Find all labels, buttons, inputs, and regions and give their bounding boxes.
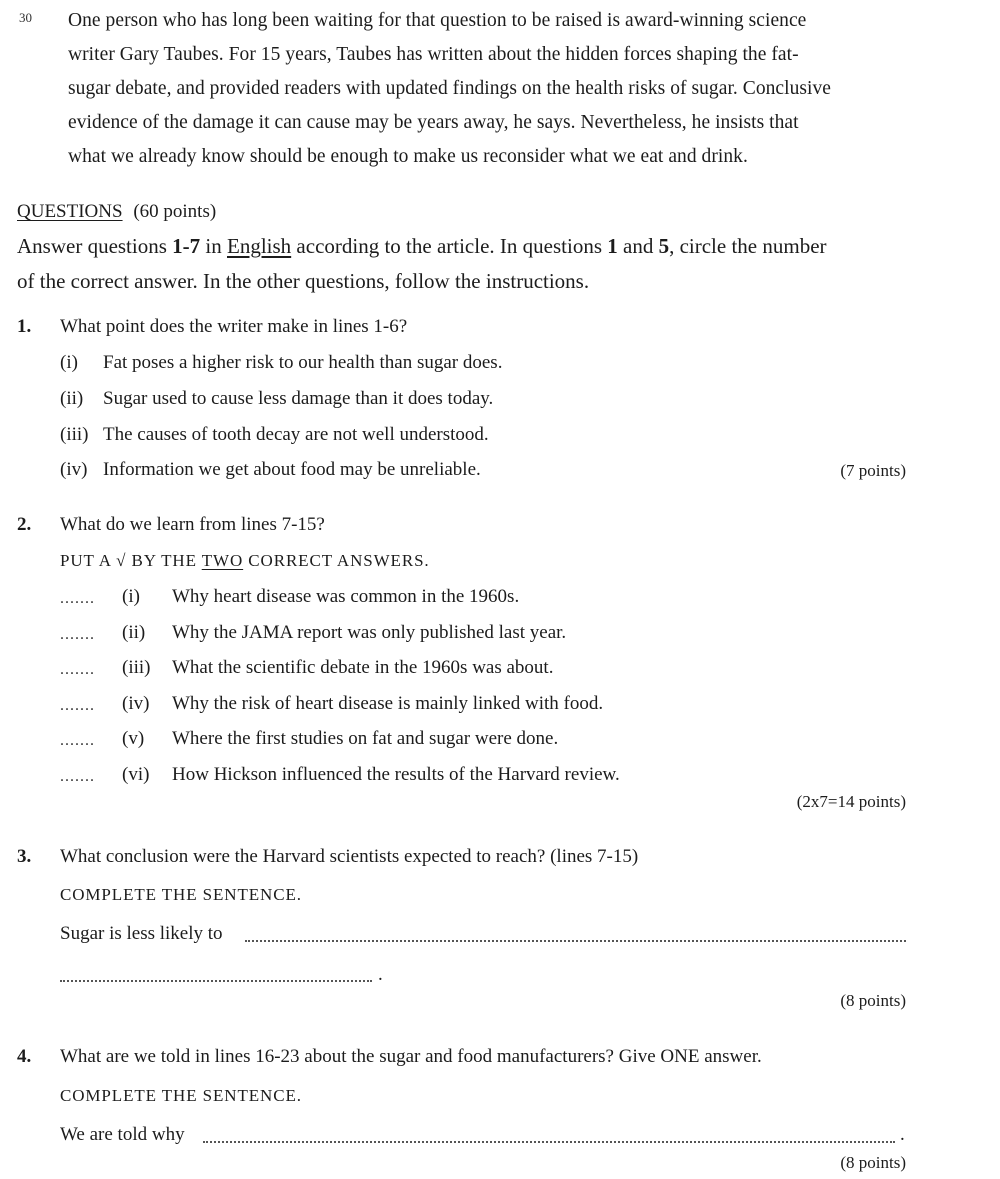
tick-blank[interactable]: .......	[60, 732, 95, 749]
option-text: Why the JAMA report was only published last year.	[172, 622, 567, 643]
question-instruction: PUT A √ BY THE TWO CORRECT ANSWERS.	[60, 551, 430, 570]
sentence-stem: We are told why	[60, 1124, 185, 1145]
sentence-stem: Sugar is less likely to	[60, 923, 223, 944]
question-instruction: COMPLETE THE SENTENCE.	[60, 885, 302, 904]
passage-line: One person who has long been waiting for that question to be raised is award-winning science	[68, 10, 807, 31]
questions-points: (60 points)	[133, 201, 217, 222]
option-label: (ii)	[122, 622, 146, 643]
option-text: What the scientific debate in the 1960s was about.	[172, 657, 554, 678]
option-text[interactable]: Sugar used to cause less damage than it does today.	[103, 388, 494, 409]
end-mark: .	[900, 1124, 905, 1145]
tick-blank[interactable]: .......	[60, 697, 95, 714]
option-label: (i)	[122, 586, 140, 607]
question-number: 2.	[17, 514, 32, 535]
tick-blank[interactable]: .......	[60, 590, 95, 607]
option-label: (iii)	[122, 657, 151, 678]
question-instruction: COMPLETE THE SENTENCE.	[60, 1086, 302, 1105]
question-number: 3.	[17, 846, 32, 867]
tick-blank[interactable]: .......	[60, 661, 95, 678]
option-text: How Hickson influenced the results of the Harvard review.	[172, 764, 620, 785]
option-label[interactable]: (ii)	[60, 388, 84, 409]
passage-line: what we already know should be enough to make us reconsider what we eat and drink.	[68, 146, 748, 167]
option-text[interactable]: Fat poses a higher risk to our health than sugar does.	[103, 352, 503, 373]
question-text: What are we told in lines 16-23 about the sugar and food manufacturers? Give ONE answer.	[60, 1046, 762, 1067]
answer-line[interactable]	[245, 940, 906, 942]
instructions-line-2: of the correct answer. In the other questions, follow the instructions.	[17, 269, 590, 293]
option-label[interactable]: (iii)	[60, 424, 89, 445]
question-number: 1.	[17, 316, 32, 337]
question-text: What do we learn from lines 7-15?	[60, 514, 325, 535]
questions-header	[17, 201, 216, 223]
points: (2x7=14 points)	[796, 792, 906, 811]
tick-blank[interactable]: .......	[60, 768, 95, 785]
end-mark: .	[378, 964, 383, 985]
passage-line: evidence of the damage it can cause may be years away, he says. Nevertheless, he insists that	[68, 112, 799, 133]
question-number: 4.	[17, 1046, 32, 1067]
points: (8 points)	[840, 1153, 906, 1172]
option-label[interactable]: (iv)	[60, 459, 88, 480]
tick-blank[interactable]: .......	[60, 626, 95, 643]
option-label: (iv)	[122, 693, 150, 714]
option-text[interactable]: The causes of tooth decay are not well understood.	[103, 424, 489, 445]
answer-line[interactable]	[60, 980, 372, 982]
option-text[interactable]: Information we get about food may be unreliable.	[103, 459, 481, 480]
option-label: (v)	[122, 728, 145, 749]
option-label: (vi)	[122, 764, 150, 785]
question-text: What point does the writer make in lines 1-6?	[60, 316, 408, 337]
option-text: Why the risk of heart disease is mainly linked with food.	[172, 693, 604, 714]
option-label[interactable]: (i)	[60, 352, 78, 373]
questions-title: QUESTIONS	[17, 201, 123, 222]
instructions-line-1: Answer questions 1-7 in English according to the article. In questions 1 and 5, circle the number	[17, 234, 827, 258]
passage-line: sugar debate, and provided readers with updated findings on the health risks of sugar. Conclusive	[68, 78, 831, 99]
option-text: Where the first studies on fat and sugar were done.	[172, 728, 559, 749]
line-number: 30	[19, 10, 32, 25]
points: (7 points)	[840, 461, 906, 480]
passage-line: writer Gary Taubes. For 15 years, Taubes has written about the hidden forces shaping the fat-	[68, 44, 799, 65]
option-text: Why heart disease was common in the 1960s.	[172, 586, 520, 607]
answer-line[interactable]	[203, 1141, 895, 1143]
points: (8 points)	[840, 991, 906, 1010]
question-text: What conclusion were the Harvard scientists expected to reach? (lines 7-15)	[60, 846, 639, 867]
